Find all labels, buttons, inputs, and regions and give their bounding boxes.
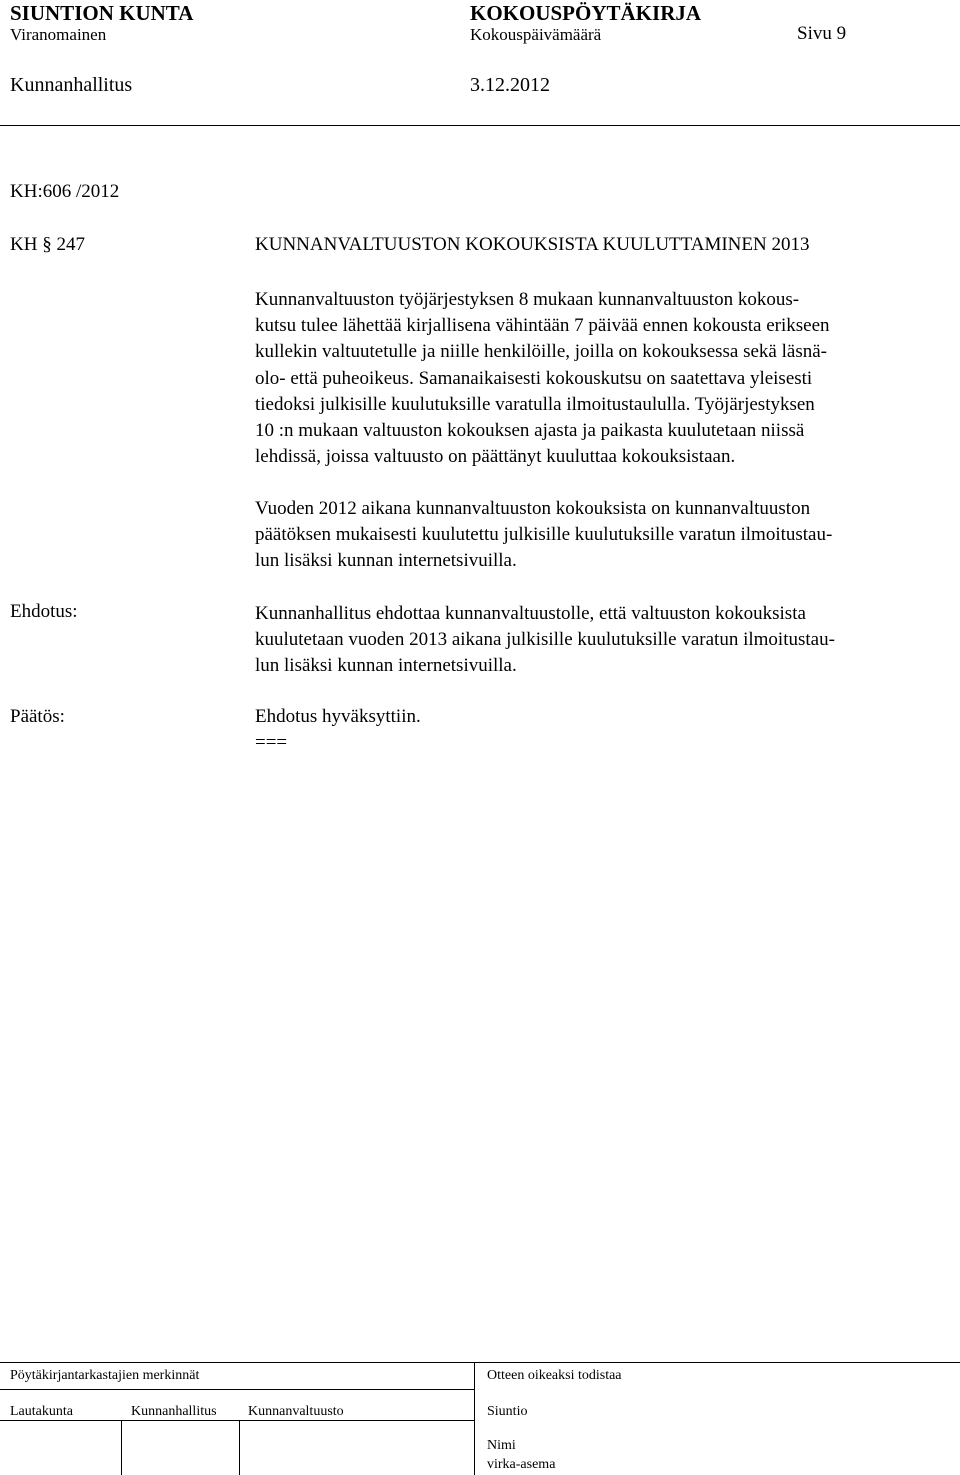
footer-col-divider-1 (121, 1420, 122, 1475)
decision-label: Päätös: (10, 706, 65, 727)
paragraph-1-line: lehdissä, joissa valtuusto on päättänyt kuuluttaa kokouksistaan. (255, 446, 736, 468)
meeting-date: 3.12.2012 (470, 74, 550, 96)
paragraph-1-line: kutsu tulee lähettää kirjallisena vähintään 7 päivää ennen kokousta erikseen (255, 315, 830, 337)
reviewers-label: Pöytäkirjantarkastajien merkinnät (10, 1368, 200, 1383)
header-divider (0, 125, 960, 126)
item-number (10, 234, 85, 256)
meeting-date-label: Kokouspäivämäärä (470, 25, 602, 44)
proposal-line: lun lisäksi kunnan internetsivuilla. (255, 655, 517, 677)
proposal-text (255, 601, 955, 680)
section-sign-icon: § (42, 234, 52, 255)
footer-reviewers-rule (0, 1389, 474, 1390)
footer-col-divider-2 (239, 1420, 240, 1475)
page-number: Sivu 9 (797, 23, 847, 44)
end-marker: === (255, 732, 288, 753)
authority-label: Viranomainen (10, 25, 107, 44)
proposal-label: Ehdotus: (10, 601, 78, 622)
footer-place: Siuntio (487, 1404, 528, 1419)
paragraph-2-line: lun lisäksi kunnan internetsivuilla. (255, 550, 517, 572)
paragraph-1 (255, 287, 955, 470)
decision-text: Ehdotus hyväksyttiin. (255, 706, 421, 727)
document-type: KOKOUSPÖYTÄKIRJA (470, 1, 702, 25)
authority-name: Kunnanhallitus (10, 74, 133, 96)
item-title: KUNNANVALTUUSTON KOKOUKSISTA KUULUTTAMINEN 2013 (255, 234, 810, 255)
footer-col-executive: Kunnanhallitus (131, 1404, 217, 1419)
footer-top-rule (0, 1362, 960, 1363)
paragraph-1-line: 10 :n mukaan valtuuston kokouksen ajasta ja paikasta kuulutetaan niissä (255, 420, 805, 442)
case-reference: KH:606 /2012 (10, 181, 120, 202)
paragraph-1-line: tiedoksi julkisille kuulutuksille varatulla ilmoitustaululla. Työjärjestyksen (255, 393, 815, 415)
paragraph-2-line: Vuoden 2012 aikana kunnanvaltuuston kokouksista on kunnanvaltuuston (255, 498, 811, 519)
footer-columns-rule (0, 1420, 474, 1421)
paragraph-1-line: kullekin valtuutetulle ja niille henkilöille, joilla on kokouksessa sekä läsnä- (255, 341, 827, 363)
footer-name-label: Nimi (487, 1438, 516, 1453)
certified-label: Otteen oikeaksi todistaa (487, 1368, 622, 1383)
paragraph-1-line: olo- että puheoikeus. Samanaikaisesti kokouskutsu on saatettava yleisesti (255, 367, 813, 389)
footer-column-divider (474, 1362, 475, 1475)
item-prefix: KH (10, 234, 38, 255)
paragraph-2 (255, 496, 955, 575)
footer-col-council: Kunnanvaltuusto (248, 1404, 344, 1419)
paragraph-1-line: Kunnanvaltuuston työjärjestyksen 8 mukaan kunnanvaltuuston kokous- (255, 289, 800, 310)
municipality-name: SIUNTION KUNTA (10, 1, 194, 25)
footer-col-board: Lautakunta (10, 1404, 73, 1419)
paragraph-2-line: päätöksen mukaisesti kuulutettu julkisille kuulutuksille varatun ilmoitustau- (255, 524, 833, 546)
proposal-line: Kunnanhallitus ehdottaa kunnanvaltuustolle, että valtuuston kokouksista (255, 603, 806, 624)
proposal-line: kuulutetaan vuoden 2013 aikana julkisille kuulutuksille varatun ilmoitustau- (255, 629, 835, 651)
item-number-value: 247 (56, 234, 85, 255)
footer-position-label: virka-asema (487, 1457, 556, 1472)
